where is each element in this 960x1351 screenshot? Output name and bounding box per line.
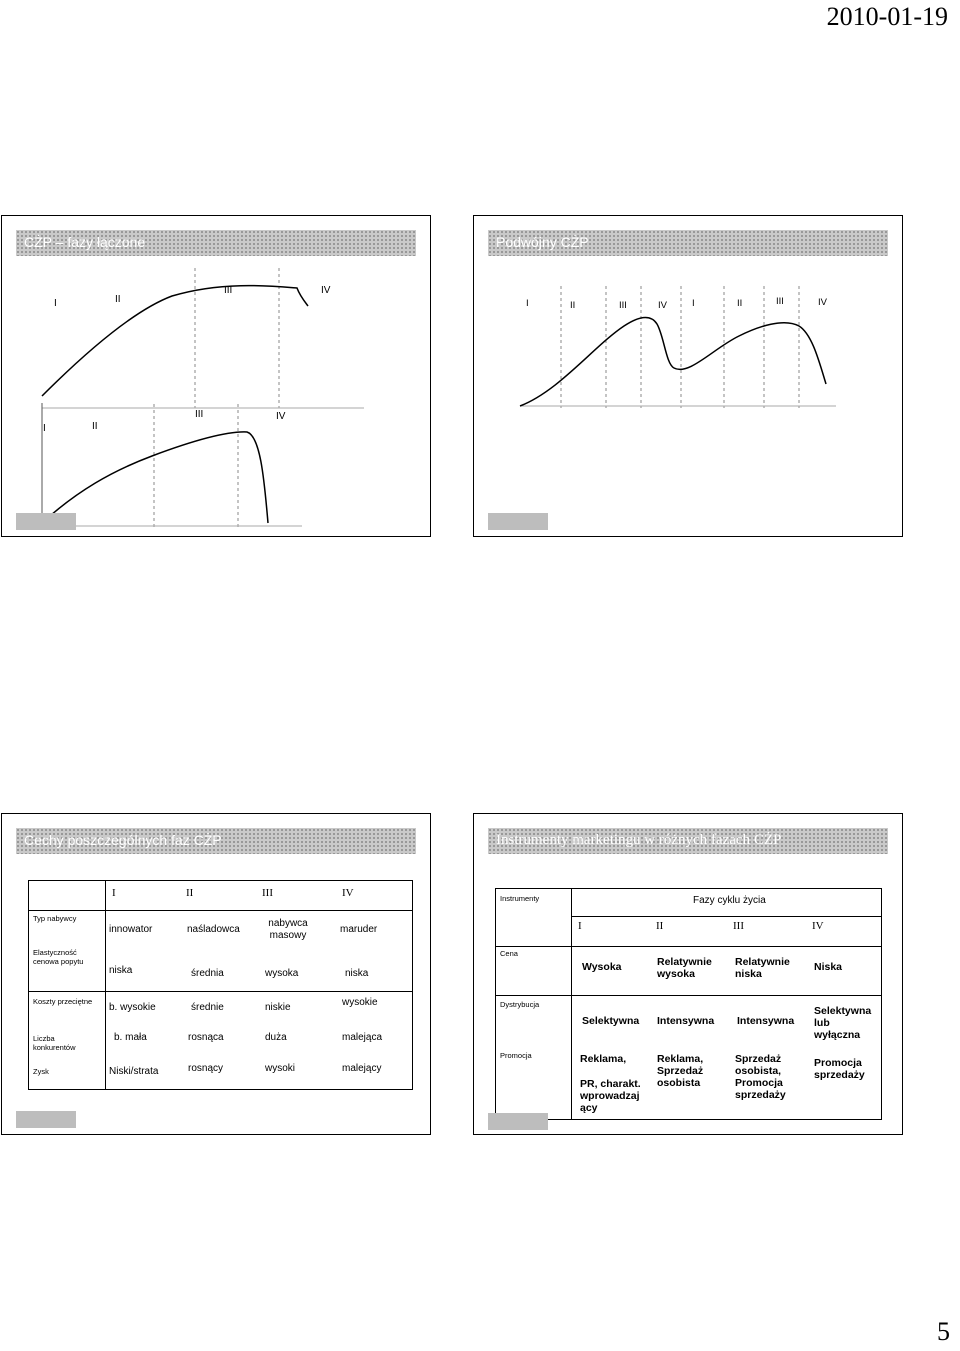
phase-5: I — [692, 298, 695, 309]
top-phase-2: II — [115, 294, 121, 305]
elast-4: niska — [345, 968, 369, 979]
phase-1: I — [526, 298, 529, 309]
row-label-cena: Cena — [500, 949, 518, 958]
instruments-label: Instrumenty — [500, 894, 540, 903]
phase-characteristics-table — [28, 880, 413, 1090]
promocja-1a: Reklama, — [580, 1053, 627, 1065]
phase-6: II — [737, 298, 743, 309]
slide-title: CŻP – fazy łączone — [16, 230, 416, 256]
zysk-2: rosnący — [188, 1063, 224, 1074]
slide-footer-bar — [16, 1111, 76, 1128]
slide-footer-bar — [488, 513, 548, 530]
slide-czp-fazy-laczone — [1, 215, 431, 537]
phases-header: Fazy cyklu życia — [693, 895, 766, 906]
marketing-instruments-table — [495, 888, 882, 1120]
row-label-zysk: Zysk — [33, 1067, 49, 1076]
koszty-2: średnie — [191, 1002, 224, 1013]
zysk-1: Niski/strata — [109, 1066, 159, 1077]
liczba-3: duża — [265, 1032, 287, 1043]
phase-8: IV — [818, 297, 827, 308]
document-date: 2010-01-19 — [826, 2, 948, 31]
phase-2: II — [570, 300, 576, 311]
slide-footer-bar — [488, 1113, 548, 1130]
dystrybucja-4: Selektywna lub wyłączna — [814, 1005, 872, 1041]
cena-2: Relatywnie wysoka — [657, 956, 712, 980]
slide-instrumenty-marketingu — [473, 813, 903, 1135]
slide-footer-bar — [16, 513, 76, 530]
typ-1: innowator — [109, 924, 153, 935]
col-header-3: III — [733, 920, 744, 932]
phase-7: III — [776, 296, 784, 307]
cena-1: Wysoka — [582, 961, 622, 973]
dystrybucja-3: Intensywna — [737, 1015, 795, 1027]
bottom-phase-4: IV — [276, 411, 286, 422]
col-header-4: IV — [812, 920, 824, 932]
phase-4: IV — [658, 300, 667, 311]
cena-4: Niska — [814, 961, 843, 973]
koszty-3: niskie — [265, 1002, 291, 1013]
slide-title: Cechy poszczególnych faz CŻP — [16, 828, 416, 854]
bottom-phase-2: II — [92, 421, 98, 432]
bottom-phase-1: I — [43, 423, 46, 434]
top-phase-4: IV — [321, 285, 331, 296]
row-label-koszty: Koszty przeciętne — [33, 997, 93, 1006]
plc-chart-double — [474, 216, 902, 536]
zysk-4: malejący — [342, 1063, 382, 1074]
row-label-typ-nabywcy: Typ nabywcy — [33, 914, 77, 923]
row-label-dystrybucja: Dystrybucja — [500, 1000, 540, 1009]
typ-3: nabywca masowy — [268, 918, 308, 941]
liczba-4: malejąca — [342, 1032, 383, 1043]
row-label-liczba: Liczba konkurentów — [33, 1034, 76, 1052]
elast-2: średnia — [191, 968, 224, 979]
row-label-promocja: Promocja — [500, 1051, 532, 1060]
col-header-4: IV — [342, 887, 354, 899]
dystrybucja-2: Intensywna — [657, 1015, 715, 1027]
bottom-phase-3: III — [195, 409, 204, 420]
plc-chart-combined — [2, 216, 430, 536]
top-phase-3: III — [224, 285, 233, 296]
zysk-3: wysoki — [265, 1063, 296, 1074]
promocja-4: Promocja sprzedaży — [814, 1057, 865, 1081]
slide-cechy-faz — [1, 813, 431, 1135]
promocja-1b: PR, charakt. wprowadzaj ący — [580, 1078, 641, 1114]
row-label-elastycznosc: Elastyczność cenowa popytu — [33, 948, 84, 966]
promocja-3: Sprzedaż osobista, Promocja sprzedaży — [735, 1053, 786, 1101]
slide-title: Instrumenty marketingu w różnych fazach CŻP — [488, 828, 888, 854]
col-header-1: I — [112, 887, 116, 899]
typ-4: maruder — [340, 924, 378, 935]
top-phase-1: I — [54, 298, 57, 309]
liczba-2: rosnąca — [188, 1032, 224, 1043]
koszty-1: b. wysokie — [109, 1002, 156, 1013]
liczba-1: b. mała — [114, 1032, 147, 1043]
col-header-1: I — [578, 920, 582, 932]
elast-3: wysoka — [265, 968, 299, 979]
phase-3: III — [619, 300, 627, 311]
col-header-2: II — [656, 920, 664, 932]
page-number: 5 — [937, 1317, 950, 1346]
cena-3: Relatywnie niska — [735, 956, 790, 980]
koszty-4: wysokie — [342, 997, 378, 1008]
col-header-3: III — [262, 887, 273, 899]
slide-podwojny-czp — [473, 215, 903, 537]
typ-2: naśladowca — [187, 924, 240, 935]
col-header-2: II — [186, 887, 194, 899]
elast-1: niska — [109, 965, 133, 976]
dystrybucja-1: Selektywna — [582, 1015, 640, 1027]
slide-title: Podwójny CŻP — [488, 230, 888, 256]
promocja-2: Reklama, Sprzedaż osobista — [657, 1053, 704, 1089]
